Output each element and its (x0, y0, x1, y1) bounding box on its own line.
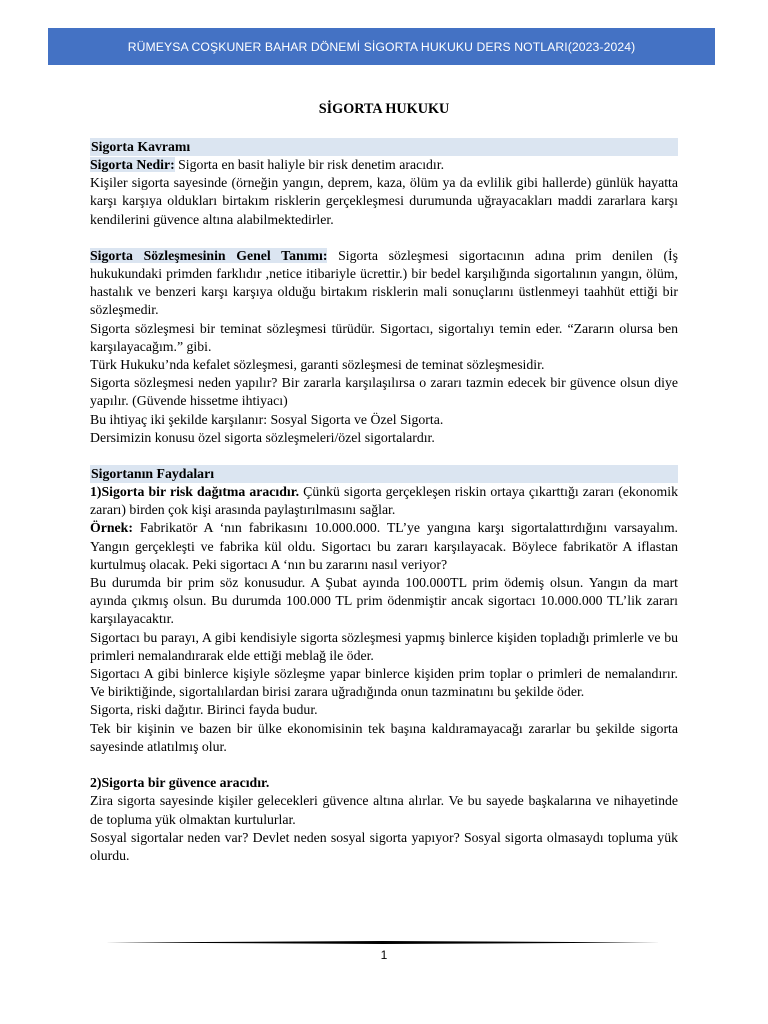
fayda-2-label: 2)Sigorta bir güvence aracıdır. (90, 775, 270, 791)
paragraph: Sosyal sigortalar neden var? Devlet neden sosyal sigorta yapıyor? Sosyal sigorta olmasaydı topluma yük olurdu. (90, 829, 678, 863)
paragraph: Sigorta, riski dağıtır. Birinci fayda budur. (90, 702, 318, 718)
paragraph-ornek (90, 519, 678, 574)
paragraph-nedir (90, 156, 678, 174)
page-number: 1 (380, 948, 388, 962)
nedir-text: Sigorta en basit haliyle bir risk denetim aracıdır. (174, 157, 445, 172)
paragraph: Kişiler sigorta sayesinde (örneğin yangın, deprem, kaza, ölüm ya da evlilik gibi hallerde) günlük hayatta karşı karşıya oldukları birtakım risklerin gerçekleşmesi durumunda uğrayacakları maddi zararlara karşı kendilerini güvence altına alabilmektedirler. (90, 175, 678, 227)
page-header (48, 28, 715, 65)
paragraph: Sigortacı A gibi binlerce kişiyle sözleşme yapar binlerce kişiden prim toplar o primleri de nemalandırır. Ve biriktiğinde, sigortalılardan birisi zarara uğradığında onun tazminatını bu şekilde öder. (90, 666, 678, 700)
section-heading-kavram: Sigorta Kavramı (90, 138, 678, 156)
nedir-label: Sigorta Nedir: (90, 157, 175, 172)
ornek-label: Örnek: (90, 520, 133, 536)
tanim-label: Sigorta Sözleşmesinin Genel Tanımı: (90, 247, 328, 263)
paragraph: Sigorta sözleşmesi neden yapılır? Bir zararla karşılaşılırsa o zararı tazmin edecek bir güvence olsun diye yapılır. (Güvende hissetme ihtiyacı) (90, 375, 678, 409)
document-title: SİGORTA HUKUKU (318, 101, 450, 117)
paragraph: Sigorta sözleşmesi bir teminat sözleşmesi türüdür. Sigortacı, sigortalıyı temin eder. “Zararın olursa ben karşılayacağım.” gibi. (90, 320, 678, 354)
paragraph-tanim (90, 247, 678, 320)
paragraph: Tek bir kişinin ve bazen bir ülke ekonomisinin tek başına kaldıramayacağı zararlar bu şekilde sigorta sayesinde atlatılmış olur. (90, 720, 678, 754)
paragraph-fayda-2 (90, 774, 678, 792)
ornek-text: Fabrikatör A ‘nın fabrikasını 10.000.000. TL’ye yangına karşı sigortalattırdığını varsayalım. Yangın gerçekleşti ve fabrika kül oldu. Sigortacı bu zararı karşılayacak. Böylece fabrikatör A iflastan kurtulmuş olacak. Peki sigortacı A ‘nın bu zararını nasıl veriyor? (90, 520, 678, 572)
paragraph: Dersimizin konusu özel sigorta sözleşmeleri/özel sigortalardır. (90, 429, 435, 445)
paragraph: Sigortacı bu parayı, A gibi kendisiyle sigorta sözleşmesi yapmış binlerce kişiden topladığı primlerle ve bu primleri nemalandırarak elde ettiği meblağ ile öder. (90, 629, 678, 663)
paragraph: Zira sigorta sayesinde kişiler gelecekleri güvence altına alırlar. Ve bu sayede başkalarına ve nihayetinde de topluma yük olmaktan kurtulurlar. (90, 793, 678, 827)
paragraph: Bu durumda bir prim söz konusudur. A Şubat ayında 100.000TL prim ödemiş olsun. Yangın da mart ayında çıkmış olsun. Bu durumda 100.000 TL prim ödenmiştir ancak sigortacı 10.000.000 TL’lik zararı karşılayacaktır. (90, 575, 678, 627)
paragraph-fayda-1 (90, 483, 678, 519)
spacer (90, 447, 678, 465)
tanim-text: Sigorta sözleşmesi sigortacının adına prim denilen (İş hukukundaki primden farklıdır ,netice itibariyle ücrettir.) bir bedel karşılığında sigortalının yangın, ölüm, hastalık ve benzeri karşı karşıya olduğu birtakım risklerin mali sonuçlarını üstlenmeyi taahhüt ettiği bir sözleşmedir. (90, 247, 678, 318)
paragraph: Türk Hukuku’nda kefalet sözleşmesi, garanti sözleşmesi de teminat sözleşmesidir. (90, 357, 545, 373)
paragraph: Bu ihtiyaç iki şekilde karşılanır: Sosyal Sigorta ve Özel Sigorta. (90, 411, 444, 427)
document-body (90, 100, 678, 865)
section-heading-faydalar: Sigortanın Faydaları (90, 465, 678, 483)
spacer (90, 229, 678, 247)
header-title: RÜMEYSA COŞKUNER BAHAR DÖNEMİ SİGORTA HUKUKU DERS NOTLARI(2023-2024) (127, 39, 636, 54)
footer-divider (105, 941, 661, 944)
fayda-1-text: Çünkü sigorta gerçekleşen riskin ortaya çıkarttığı zararı (ekonomik zararı) birden çok kişi arasında paylaştırılmasını sağlar. (90, 484, 678, 518)
spacer (90, 756, 678, 774)
fayda-1-label: 1)Sigorta bir risk dağıtma aracıdır. (90, 484, 300, 500)
